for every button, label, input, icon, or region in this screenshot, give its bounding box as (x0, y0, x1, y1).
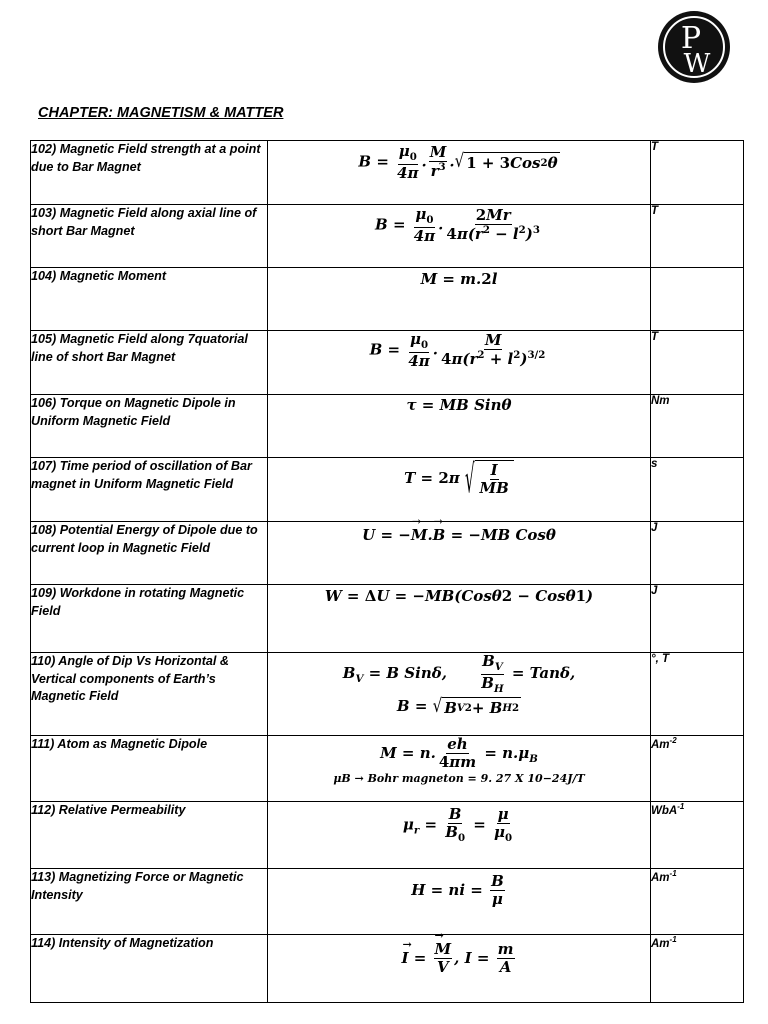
formula: B = $\frac{\mu_0}{4\pi}$ . $\frac{M}{4\pi(r^2 + l^2)^{3/2}}$ (268, 331, 651, 395)
table-row (31, 585, 744, 653)
unit: s (651, 458, 744, 522)
bohr-magneton-note: μB → Bohr magneton = 9. 27 X 10−24J/T (333, 771, 585, 785)
unit: $Am^{-1}$ (651, 869, 744, 935)
formula: H = ni = $\frac{B}{\mu}$ (268, 869, 651, 935)
formula-name: 103) Magnetic Field along axial line of short Bar Magnet (31, 205, 268, 268)
formula-name: 107) Time period of oscillation of Bar magnet in Uniform Magnetic Field (31, 458, 268, 522)
formula: M = n. $\frac{eh}{4\pi m}$ = $n.\mu_B$ μB → Bohr magneton = 9. 27 X 10−24J/T (268, 736, 651, 802)
unit: Nm (651, 395, 744, 458)
formula-name: 106) Torque on Magnetic Dipole in Uniform Magnetic Field (31, 395, 268, 458)
formula: M = m.2l (268, 268, 651, 331)
formula-name: 109) Workdone in rotating Magnetic Field (31, 585, 268, 653)
formula: τ = MB Sinθ (268, 395, 651, 458)
formula: B = $\frac{\mu_0}{4\pi}$ . $\frac{2Mr}{4\pi(r^2 - l^2)^3}$ (268, 205, 651, 268)
formula-name: 108) Potential Energy of Dipole due to current loop in Magnetic Field (31, 522, 268, 585)
table-row (31, 268, 744, 331)
unit: $Am^{-2}$ (651, 736, 744, 802)
formula-name: 111) Atom as Magnetic Dipole (31, 736, 268, 802)
formula-table (30, 140, 744, 1003)
formula-name: 105) Magnetic Field along 7quatorial line of short Bar Magnet (31, 331, 268, 395)
table-row (31, 935, 744, 1003)
formula-name: 114) Intensity of Magnetization (31, 935, 268, 1003)
table-row (31, 395, 744, 458)
svg-text:W: W (683, 49, 711, 79)
table-row (31, 458, 744, 522)
unit (651, 268, 744, 331)
table-row (31, 522, 744, 585)
unit: $Am^{-1}$ (651, 935, 744, 1003)
formula: T = 2π √ $\frac{I}{MB}$ (268, 458, 651, 522)
unit: °, T (651, 653, 744, 736)
formula-name: 102) Magnetic Field strength at a point due to Bar Magnet (31, 141, 268, 205)
formula: B = $\frac{\mu_0}{4\pi}$ . $\frac{M}{r^3}$ . √ 1 + 3 Cos 2 θ (268, 141, 651, 205)
formula-name: 112) Relative Permeability (31, 802, 268, 869)
table-row (31, 653, 744, 736)
formula-name: 113) Magnetizing Force or Magnetic Intensity (31, 869, 268, 935)
unit: J (651, 522, 744, 585)
table-row (31, 331, 744, 395)
table-row (31, 141, 744, 205)
table-row (31, 802, 744, 869)
formula: U = −→ M.→ B = −MB Cosθ (268, 522, 651, 585)
formula: W = ΔU = −MB(Cosθ2 − Cosθ1) (268, 585, 651, 653)
unit: WbA$^{-1}$ (651, 802, 744, 869)
unit: T (651, 141, 744, 205)
formula-name: 110) Angle of Dip Vs Horizontal & Vertical components of Earth’s Magnetic Field (31, 653, 268, 736)
table-row (31, 869, 744, 935)
unit: T (651, 331, 744, 395)
table-row (31, 205, 744, 268)
chapter-title: CHAPTER: MAGNETISM & MATTER (38, 105, 284, 121)
unit: J (651, 585, 744, 653)
pw-logo-icon (657, 10, 731, 84)
formula-name: 104) Magnetic Moment (31, 268, 268, 331)
formula: → I = → $\frac{M}{V}$ , I = $\frac{m}{A}$ (268, 935, 651, 1003)
formula: $\mu_r$ = $\frac{B}{B_0}$ = $\frac{\mu}{\mu_0}$ (268, 802, 651, 869)
table-row (31, 736, 744, 802)
svg-text:P: P (680, 21, 702, 56)
formula: $B_V = B$ Sinδ, $\frac{B_V}{B_H}$ = Tanδ, B = √ B V 2 + B H 2 (268, 653, 651, 736)
unit: T (651, 205, 744, 268)
